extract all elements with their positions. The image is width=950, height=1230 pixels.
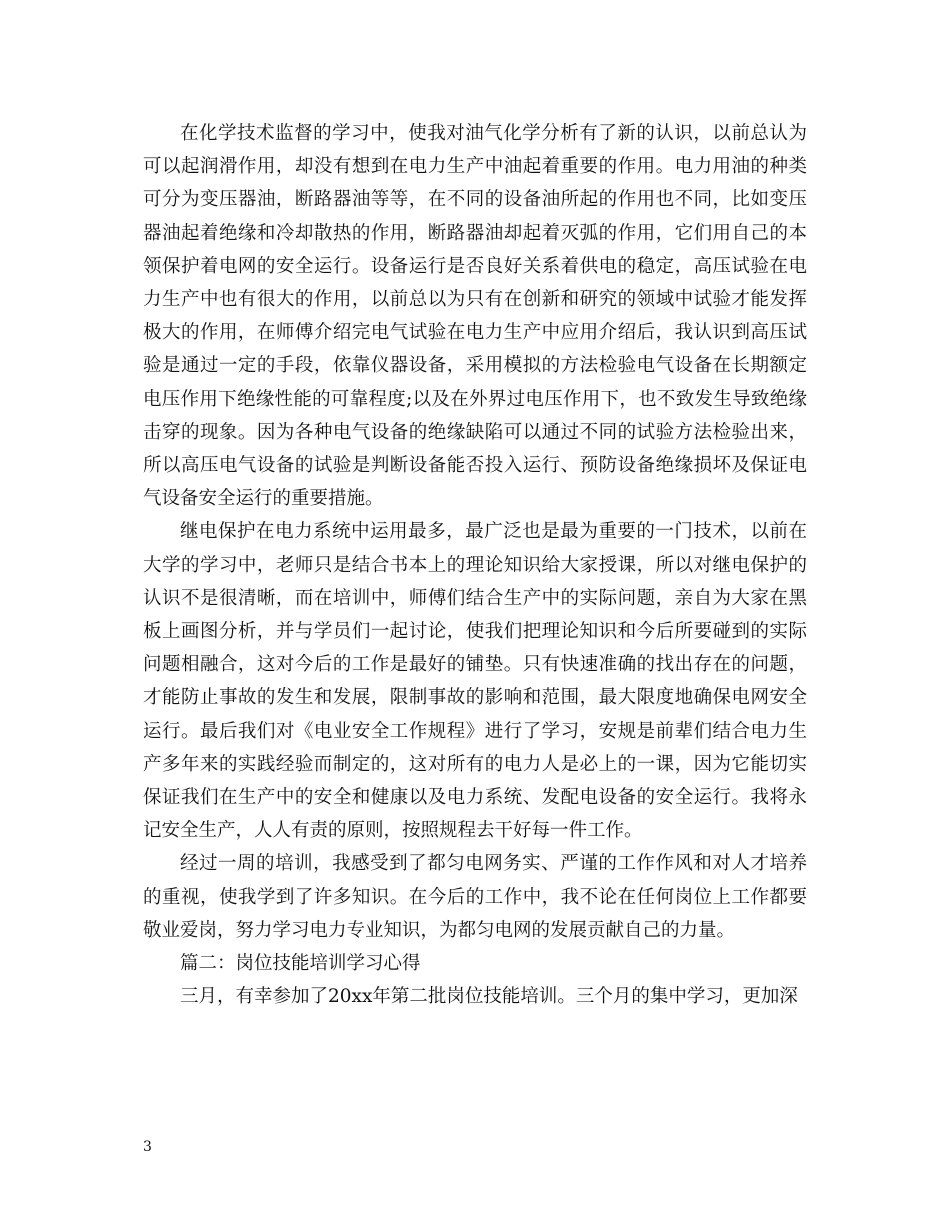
paragraph-part-two-intro: 三月，有幸参加了20xx年第二批岗位技能培训。三个月的集中学习，更加深	[180, 986, 798, 1008]
paragraph-relay-protection: 继电保护在电力系统中运用最多，最广泛也是最为重要的一门技术，以前在大学的学习中，老师只是结合书本上的理论知识给大家授课，所以对继电保护的认识不是很清晰，而在培训中，师傅们结合生产中的实际问题，亲自为大家在黑板上画图分析，并与学员们一起讨论，使我们把理论知识和今后所要碰到的实际问题相融合，这对今后的工作是最好的铺垫。只有快速准确的找出存在的问题，才能防止事故的发生和发展，限制事故的影响和范围，最大限度地确保电网安全运行。最后我们对《电业安全工作规程》进行了学习，安规是前辈们结合电力生产多年来的实践经验而制定的，这对所有的电力人是必上的一课，因为它能切实保证我们在生产中的安全和健康以及电力系统、发配电设备的安全运行。我将永记安全生产，人人有责的原则，按照规程去干好每一件工作。	[143, 521, 807, 842]
section-heading-part-two: 篇二：岗位技能培训学习心得	[180, 953, 421, 975]
document-body	[143, 117, 807, 1013]
paragraph-training-summary: 经过一周的培训，我感受到了都匀电网务实、严谨的工作作风和对人才培养的重视，使我学到了许多知识。在今后的工作中，我不论在任何岗位上工作都要敬业爱岗，努力学习电力专业知识，为都匀电网的发展贡献自己的力量。	[143, 853, 807, 941]
paragraph-chemistry-supervision: 在化学技术监督的学习中，使我对油气化学分析有了新的认识，以前总认为可以起润滑作用，却没有想到在电力生产中油起着重要的作用。电力用油的种类可分为变压器油，断路器油等等，在不同的设备油所起的作用也不同，比如变压器油起着绝缘和冷却散热的作用，断路器油却起着灭弧的作用，它们用自己的本领保护着电网的安全运行。设备运行是否良好关系着供电的稳定，高压试验在电力生产中也有很大的作用，以前总以为只有在创新和研究的领域中试验才能发挥极大的作用，在师傅介绍完电气试验在电力生产中应用介绍后，我认识到高压试验是通过一定的手段，依靠仪器设备，采用模拟的方法检验电气设备在长期额定电压作用下绝缘性能的可靠程度;以及在外界过电压作用下，也不致发生导致绝缘击穿的现象。因为各种电气设备的绝缘缺陷可以通过不同的试验方法检验出来，所以高压电气设备的试验是判断设备能否投入运行、预防设备绝缘损坏及保证电气设备安全运行的重要措施。	[143, 123, 807, 510]
page-number: 3	[143, 1139, 152, 1155]
